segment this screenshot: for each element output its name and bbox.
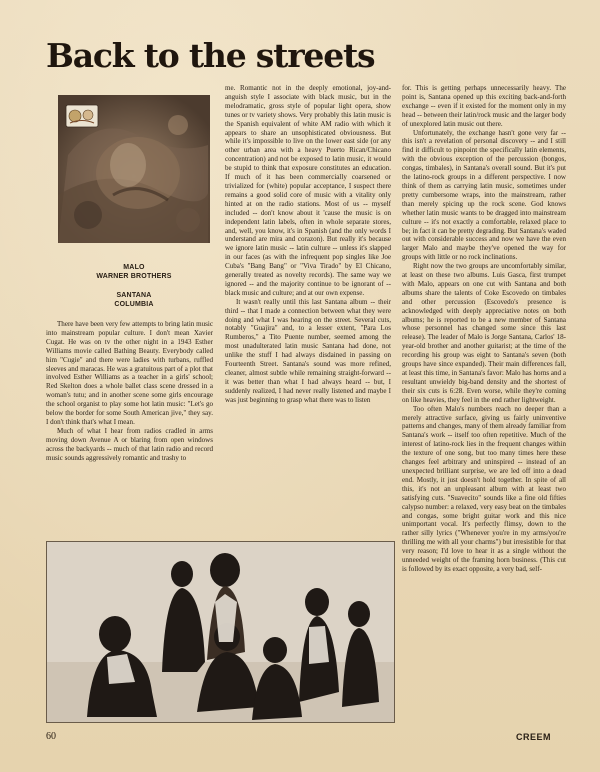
- col3-paragraph-1: for. This is getting perhaps unnecessarily heavy. The point is, Santana opened up this exciting back-and-forth exchange -- even if it existed for the moment only in my head -- between their latin/rock music and the larger body of unexplored latin music out there.: [402, 84, 566, 128]
- article-column-2: [225, 84, 391, 533]
- article-headline: Back to the streets: [46, 36, 375, 75]
- album2-artist: SANTANA: [116, 292, 152, 299]
- band-photo: [46, 541, 395, 723]
- col3-paragraph-2: Unfortunately, the exchange hasn't gone very far -- this isn't a revelation of personal discovery -- and I still find it difficult to pinpoint the specifically latin elements, with the obvious exception of the percussion (bongos, congas, timbales), in Santana's overall sound. But it's put the latino-rock groups in a different perspective. I now think of them as carrying latin music, sometimes under pretty cumbersome wraps, into the mainstream, rather than merely spicing up the rock scene. God knows whether latin music wants to be dragged into mainstream culture -- it's not exactly a comfortable, relaxed place to be; in fact it can be pretty degrading. But Santana's waded out with considerable success and now we have the even larger Malo and maybe they've opened the way for groups with little or no rock inclinations.: [402, 128, 566, 262]
- album1-artist: MALO: [123, 264, 145, 271]
- page-number: 60: [46, 731, 56, 742]
- album-cover-art: [58, 95, 210, 243]
- col1-paragraph-1: There have been very few attempts to bring latin music into mainstream popular culture. I don't mean Xavier Cugat. He was on tv the other night in a 1943 Esther Williams movie called Bathing Beauty. Everybody called him "Cugie" and there were ladies with turbans, ruffled sleeves and maracas. He was a gratuitous part of a plot that involved Esther Williams as a teacher in a girls' school; Red Skelton does a whole ballet class scene dressed in a woman's tutu; and in another scene some girls encourage the school organist to play some hot latin music: "Let's go below the border for some South American jive," they say. I don't think that's what I mean.: [46, 320, 213, 426]
- col2-paragraph-1: me. Romantic not in the deeply emotional, joy-and-anguish style I associate with black music, but in the melodramatic, gross style of popular light opera, show tunes or tv variety shows. Very probably this latin music is the Spanish equivalent of white AM radio with which it appears to share an unsophisticated obviousness. But while it's impossible to live on the lower east side (or any other urban area with a heavy Puerto Rican/Chicano concentration) and not be exposed to latin music, it would be stupid to think that exposure constitutes an education. If much of it has been commercially coarsened or trivialized for (white) popular acceptance, I suspect there remains a good solid core of music with a vitality only hinted at on the radio stations. Most of us -- myself included -- don't know about it 'cause the music is on independent latin labels, often in whole separate stores, and, well, you know, it's in Spanish (and the only words I understand are mira and corazon). But really it's because we ignore latin music -- latin culture -- unless it's slapped in our faces (as with the infrequent pop singles like Joe Cuba's "Bang Bang" or "Viva Tirado" by El Chicano, generally treated as novelty records). The same way we ignored -- and the majority continue to be ignorant of -- black music and culture; and at our own expense.: [225, 84, 391, 297]
- col3-paragraph-4: Too often Malo's numbers reach no deeper than a merely attractive surface, giving us fairly uninventive patterns and changes, many of them already familiar from Santana's work -- itself too often repetitive. Much of the interest of latino-rock lies in the frequent changes within the texture of one song, but too many times here these changes feel arbitrary and uninspired -- instead of an unexpected brilliant surprise, we are led off into a dead end. Mostly, it just doesn't hold together. In spite of all this, it's not an unpleasant album with at least two satisfying cuts. "Suavecito" sounds like a fine old fifties calypso number: a relaxed, very easy beat on the timbales and congas, some bright guitar work and this nice unimportant vocal. It's perfectly flimsy, down to the rather silly lyrics ("Whenever you're in my arms/you're thrilling me with all your charms") but irresistible for that very reason; I'd love to hear it as a single without the unneeded weight of the framing horn business. (This cut is followed by its exact opposite, a very bad, self-: [402, 404, 566, 573]
- band-photo-illustration: [47, 542, 394, 722]
- album-cover-image: [58, 95, 210, 243]
- col1-paragraph-2: Much of what I hear from radios cradled in arms moving down Avenue A or blaring from open windows across the backyards -- much of that latin radio and record music sounds aggressively romantic and trashy to: [46, 426, 213, 462]
- article-column-1: [46, 320, 213, 532]
- album2-label: COLUMBIA: [114, 301, 154, 308]
- col3-paragraph-3: Right now the two groups are uncomfortably similar, at least on these two albums. Luis Gasca, first trumpet with Malo, appears on one cut with Santana and both albums share the talents of Coke Escovedo on timbales and other percussion (Escovedo's presence is acknowledged with deeply appreciative notes on both albums; he is reported to be a new member of Santana whose personnel has changed some since this last release). The leader of Malo is Jorge Santana, Carlos' 18-year-old brother and another guitarist; at the time of the recording his group was eight to Santana's seven (both groups have since expanded). Their main differences fall, at least this time, in Santana's favor: Malo has horns and a resultant unwieldy big-band density and the shortest of their six cuts is 6:28. Even worse, while they're coming on like heavies, they feel in the end rather lightweight.: [402, 262, 566, 404]
- magazine-name: CREEM: [516, 732, 552, 742]
- article-column-3: [402, 84, 566, 726]
- col2-paragraph-2: It wasn't really until this last Santana album -- their third -- that I made a connection between what they were doing and what I was hearing on the street. Several cuts, notably "Guajira" and, to a lesser extent, "Para Los Rumberos," a Tito Puente number, seemed among the most unadulterated latin music Santana had done, not unlike the stuff I had always disdained in passing on Fourteenth Street. Santana's sound was more refined, cleaner, almost subtle while remaining straight-forward -- it was better than what I had always heard -- but, I suddenly realized, I had never really listened and maybe I was just beginning to grasp what there was to listen: [225, 297, 391, 404]
- album1-label: WARNER BROTHERS: [96, 273, 172, 280]
